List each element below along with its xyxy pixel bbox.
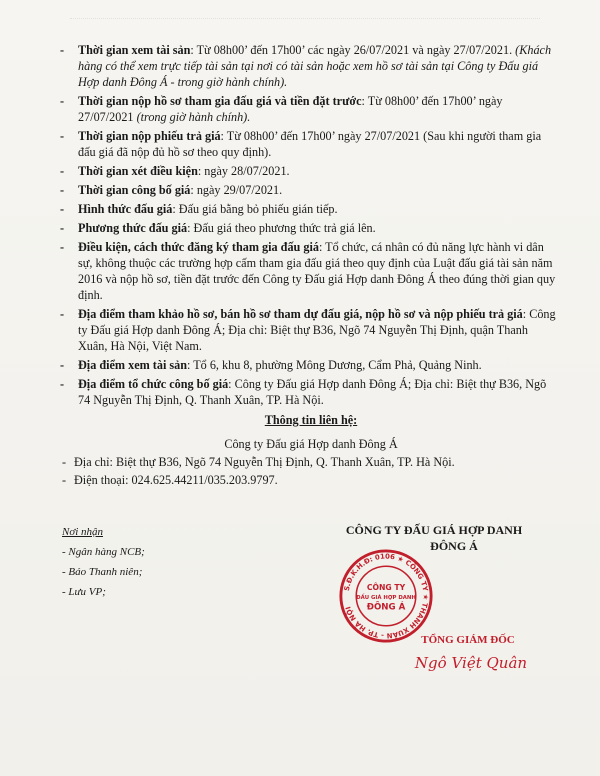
item-text: : Tổ chức, cá nhân có đủ năng lực hành vi dân sự, không thuộc các trường hợp cấm tham gia đấu giá theo quy định của Luật đấu giá tài sản năm 2016 và nộp hồ sơ, tiền đặt trước đến Công ty Đấu giá Hợp danh Đông Á theo đúng thời gian quy định.: [78, 240, 556, 302]
item-text: : ngày 29/07/2021.: [190, 183, 283, 197]
recipients-block: [62, 522, 145, 602]
notice-item: [62, 239, 560, 303]
contact-company: Công ty Đấu giá Hợp danh Đông Á: [224, 437, 398, 451]
notice-item: [62, 163, 560, 179]
recipient-item: - Báo Thanh niên;: [62, 566, 143, 578]
recipients-heading: Nơi nhận: [62, 526, 104, 538]
svg-text:ĐẤU GIÁ HỢP DANH: ĐẤU GIÁ HỢP DANH: [356, 594, 416, 601]
dash-marker: -: [60, 240, 65, 254]
item-label: Hình thức đấu giá: [78, 202, 173, 216]
recipient-item: - Lưu VP;: [62, 586, 106, 598]
item-label: Địa điểm tham khảo hồ sơ, bán hồ sơ tham dự đấu giá, nộp hồ sơ và nộp phiếu trả giá: [78, 307, 523, 321]
svg-text:CÔNG TY: CÔNG TY: [366, 583, 406, 593]
item-text: : Đấu giá bằng bỏ phiếu gián tiếp.: [172, 202, 338, 216]
notice-item: [62, 128, 560, 160]
item-text: : Từ 08h00’ đến 17h00’ các ngày 26/07/2021 và ngày 27/07/2021.: [190, 43, 516, 57]
dash-marker: -: [62, 473, 67, 487]
dash-marker: -: [60, 202, 65, 216]
contact-phone: - Điện thoại: 024.625.44211/035.203.9797.: [62, 473, 278, 487]
signature-name: Ngô Việt Quân: [414, 654, 528, 672]
item-text: : Đấu giá theo phương thức trả giá lên.: [187, 221, 376, 235]
item-label: Thời gian nộp hồ sơ tham gia đấu giá và tiền đặt trước: [78, 94, 362, 108]
dash-marker: -: [60, 221, 65, 235]
contact-heading: Thông tin liên hệ:: [264, 413, 358, 427]
svg-text:S.Đ.K.H.Đ: 0106 ★ CÔNG TY ★ TH: S.Đ.K.H.Đ: 0106 ★ CÔNG TY ★ THANH XUÂN - TP. HÀ NỘI: [342, 552, 430, 640]
issuer-title: CÔNG TY ĐẤU GIÁ HỢP DANH ĐÔNG Á: [345, 523, 523, 553]
notice-item: [62, 42, 560, 90]
dash-marker: -: [60, 358, 65, 372]
item-label: Thời gian xem tài sản: [78, 43, 191, 57]
notice-item: [62, 220, 560, 236]
handwritten-signature: [396, 648, 546, 676]
dash-marker: -: [60, 183, 65, 197]
item-text: : ngày 28/07/2021.: [197, 164, 290, 178]
notice-item: [62, 306, 560, 354]
item-label: Phương thức đấu giá: [78, 221, 188, 235]
notice-items-list: [62, 42, 560, 408]
item-text: : Từ 08h00’ đến 17h00’ ngày 27/07/2021 (Sau khi người tham gia đấu giá đã nộp đủ hồ sơ theo quy định).: [78, 129, 542, 159]
item-label: Thời gian xét điều kiện: [78, 164, 198, 178]
item-label: Thời gian nộp phiếu trả giá: [78, 129, 221, 143]
bleed-through-texture: [70, 4, 540, 19]
notice-item: [62, 93, 560, 125]
dash-marker: -: [60, 94, 65, 108]
signature-area: [62, 522, 560, 692]
dash-marker: -: [60, 164, 65, 178]
svg-text:ĐÔNG Á: ĐÔNG Á: [366, 602, 406, 613]
dash-marker: -: [62, 455, 67, 469]
recipient-item: - Ngân hàng NCB;: [62, 546, 145, 558]
notice-item: [62, 182, 560, 198]
item-text: : Tổ 6, khu 8, phường Mông Dương, Cẩm Phả, Quảng Ninh.: [187, 358, 482, 372]
item-label: Thời gian công bố giá: [78, 183, 191, 197]
director-title: TỔNG GIÁM ĐỐC: [421, 634, 515, 646]
item-note: (Khách hàng có thể xem trực tiếp tài sản tại nơi có tài sản hoặc xem hồ sơ tài sản tại Công ty Đấu giá Hợp danh Đông Á - trong giờ hành chính).: [78, 43, 552, 89]
item-label: Địa điểm tổ chức công bố giá: [78, 377, 229, 391]
item-text: : Từ 08h00’ đến 17h00’ ngày 27/07/2021: [78, 94, 503, 124]
item-label: Địa điểm xem tài sản: [78, 358, 188, 372]
notice-item: [62, 376, 560, 408]
company-seal-stamp: [338, 548, 434, 644]
item-note: (trong giờ hành chính).: [136, 110, 251, 124]
item-text: : Công ty Đấu giá Hợp danh Đông Á; Địa chỉ: Biệt thự B36, Ngõ 74 Nguyễn Thị Định, Q. Thanh Xuân, TP. Hà Nội.: [78, 377, 547, 407]
item-label: Điều kiện, cách thức đăng ký tham gia đấu giá: [78, 240, 319, 254]
contact-address: - Địa chỉ: Biệt thự B36, Ngõ 74 Nguyễn Thị Định, Q. Thanh Xuân, TP. Hà Nội.: [62, 455, 455, 469]
dash-marker: -: [60, 307, 65, 321]
notice-item: [62, 201, 560, 217]
dash-marker: -: [60, 129, 65, 143]
notice-item: [62, 357, 560, 373]
dash-marker: -: [60, 377, 65, 391]
item-text: : Công ty Đấu giá Hợp danh Đông Á; Địa chỉ: Biệt thự B36, Ngõ 74 Nguyễn Thị Định, quận Thanh Xuân, Hà Nội, Việt Nam.: [78, 307, 556, 353]
dash-marker: -: [60, 43, 65, 57]
auction-notice-body: [62, 42, 560, 490]
